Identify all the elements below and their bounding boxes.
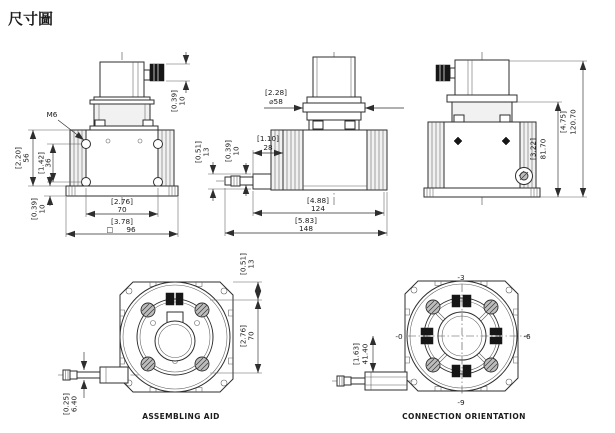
connector-slot-bottom — [463, 365, 471, 377]
dim-label: 36 — [43, 158, 53, 168]
dim-label: 81.70 — [538, 138, 548, 160]
dim-label: 13 — [201, 147, 211, 157]
dim-label: 120.70 — [568, 109, 578, 135]
flange-bolt — [426, 358, 440, 372]
assembling-aid-caption: ASSEMBLING AID — [142, 412, 220, 421]
flange-bolt — [426, 300, 440, 314]
dim-label: 56 — [21, 153, 31, 163]
dim-label: [2.20] — [13, 147, 23, 169]
base-plate — [66, 186, 178, 196]
dim-label: 124 — [311, 204, 325, 213]
connector-slot-left — [421, 328, 433, 335]
dim-label: [2.28] — [265, 88, 287, 97]
dim-label: [0.51] — [238, 253, 248, 275]
mounting-hole — [82, 178, 91, 187]
page-title: 尺寸圖 — [8, 10, 54, 28]
flange-bolt — [141, 303, 155, 317]
shaft-key — [176, 293, 183, 305]
shaft-bore — [155, 321, 195, 361]
dim-label: [2.76] — [111, 197, 133, 206]
dim-label: 28 — [263, 143, 273, 152]
flange-bolt — [195, 357, 209, 371]
dim-label: [0.25] — [61, 393, 71, 415]
connector-slot-right — [490, 328, 502, 335]
mounting-hole — [82, 140, 91, 149]
dim-label: [0.39] — [169, 90, 179, 112]
flange-bolt — [195, 303, 209, 317]
base-plate — [424, 188, 540, 197]
dim-label: 10 — [231, 146, 241, 156]
connector-plug — [150, 64, 164, 81]
dim-label: [1.42] — [36, 152, 46, 174]
orientation-label-bottom: -9 — [457, 398, 465, 407]
connection-orientation-caption: CONNECTION ORIENTATION — [402, 412, 526, 421]
dim-label: [0.39] — [223, 140, 233, 162]
dim-label: 70 — [117, 205, 127, 214]
aid-barrel — [365, 372, 407, 390]
dim-label: 148 — [299, 224, 313, 233]
dim-label: 41.40 — [360, 343, 370, 365]
dim-label: 70 — [246, 331, 256, 341]
screw-shaft — [240, 177, 253, 185]
back-view — [424, 52, 587, 205]
flange-bolt — [141, 357, 155, 371]
flange — [447, 95, 517, 102]
dim-label: [3.78] — [111, 217, 133, 226]
connector-slot-bottom — [452, 365, 460, 377]
front-view — [13, 52, 190, 237]
dim-label: 96 — [126, 225, 136, 234]
orientation-label-top: -3 — [457, 273, 465, 282]
connector-slot-left — [421, 337, 433, 344]
screw-shaft — [77, 372, 100, 378]
top-cylinder — [313, 57, 355, 97]
dim-label: [3.22] — [528, 138, 538, 160]
screw-shaft — [351, 378, 365, 384]
side-view — [193, 52, 404, 236]
connector-slot-top — [463, 295, 471, 307]
mounting-hole — [154, 178, 163, 187]
flange-bolt — [484, 358, 498, 372]
orientation-label-right: -6 — [523, 332, 531, 341]
dim-label: [5.83] — [295, 216, 317, 225]
dim-label: □ — [106, 225, 114, 234]
dim-label: 6.40 — [69, 395, 79, 413]
dim-label: ⌀58 — [269, 97, 283, 106]
flange — [303, 103, 365, 112]
shaft-key — [166, 293, 174, 305]
screw-head — [231, 176, 240, 186]
aid-plate — [100, 367, 128, 383]
dim-label: 10 — [177, 96, 187, 106]
screw-head — [337, 376, 344, 386]
dim-label: [0.39] — [29, 198, 39, 220]
connector-slot-top — [452, 295, 460, 307]
connector-box — [455, 60, 509, 95]
screw-head — [63, 370, 70, 380]
connector-slot-right — [490, 337, 502, 344]
dim-label: [4.88] — [307, 196, 329, 205]
thread-callout: M6 — [46, 110, 58, 119]
connection-orientation-view — [332, 273, 531, 421]
dim-label: [1.10] — [257, 134, 279, 143]
connector-plug — [436, 65, 450, 81]
aid-arm — [253, 174, 271, 189]
mounting-hole — [154, 140, 163, 149]
connector-box — [100, 62, 144, 97]
dim-label: 13 — [246, 259, 256, 269]
dim-label: [1.63] — [351, 343, 361, 365]
assembling-aid-view — [58, 253, 262, 421]
dim-label: [0.51] — [193, 141, 203, 163]
orientation-label-left: -0 — [395, 332, 403, 341]
dim-label: [2.76] — [238, 325, 248, 347]
dim-label: [4.75] — [558, 111, 568, 133]
flange-bolt — [484, 300, 498, 314]
dim-label: 10 — [37, 204, 47, 214]
